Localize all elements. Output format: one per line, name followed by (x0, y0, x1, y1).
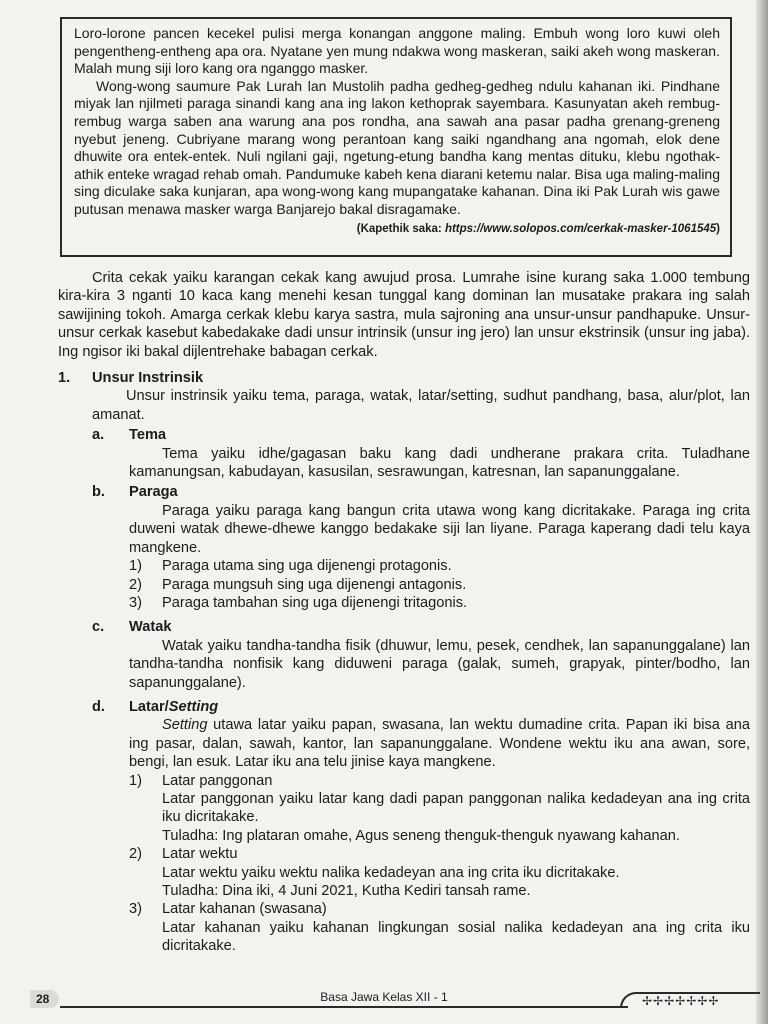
latar-panggonan-example: Tuladha: Ing plataran omahe, Agus seneng thenguk-thenguk nyawang kahanan. (162, 827, 680, 844)
excerpt-paragraph-2: Wong-wong saumure Pak Lurah lan Mustolih padha gedheg-gedheg ndulu kahanan iki. Pindhane miyak lan njilmeti paraga sinandi kang ana ing lakon kethoprak sayembara. Kasunyatan akeh rembug-rembug warga saben ana warung ana pos rondha, ana sawah ana pasar padha grenang-greneng nyebut jeneng. Cubriyane marang wong perantoan kang saiki ngandhang ana ngomah, elok dene dhuwite ora entek-entek. Nuli ngilani gaji, ngetung-etung bandha kang mentas dituku, klebu ngothak-athik enteke wragad rehab omah. Pandumuke kabeh kena diarani ketemu nalar. Bisa uga maling-maling sing diculake saka kunjaran, apa wong-wong kang mupangatake kahanan. Dina iki Pak Lurah wis gawe putusan menawa masker warga Banjarejo bakal disragamake. (74, 77, 720, 217)
subheading-latar: d. Latar/ Setting (92, 698, 219, 715)
list-item: 3) Latar kahanan (swasana) (129, 901, 327, 918)
list-item: 1) Latar panggonan (129, 772, 273, 789)
list-item: 3) Paraga tambahan sing uga dijenengi tritagonis. (129, 594, 468, 611)
book-title: Basa Jawa Kelas XII - 1 (320, 990, 448, 1004)
latar-wektu-example: Tuladha: Dina iki, 4 Juni 2021, Kutha Kediri tansah rame. (162, 883, 531, 899)
list-item: 2) Latar wektu (129, 846, 238, 863)
latar-wektu-text: Latar wektu yaiku wektu nalika kedadeyan ana ing crita iku dicritakake. (162, 864, 620, 881)
section-1-body (92, 387, 750, 955)
footer-rule (60, 1006, 628, 1008)
excerpt-source: (Kapethik saka: https://www.solopos.com/cerkak-masker-1061545) (356, 222, 720, 235)
section-1-text: Unsur instrinsik yaiku tema, paraga, watak, latar/setting, sudhut pandhang, basa, alur/plot, lan amanat. (92, 388, 750, 423)
subheading-watak: c. Watak (92, 619, 172, 636)
tema-text: Tema yaiku idhe/gagasan baku kang dadi undherane prakara crita. Tuladhane kamanungsan, kabudayan, kasusilan, sesrawungan, katresnan, lan sapanunggalane. (129, 445, 750, 481)
section-heading-1: 1. Unsur Instrinsik (58, 370, 204, 387)
watak-text: Watak yaiku tandha-tandha fisik (dhuwur, lemu, pesek, cendhek, lan sapanunggalane) lan tandha-tandha nonfisik kang diduweni paraga (galak, sumeh, grapyak, pinter/bodho, lan sapanunggalane). (129, 637, 750, 691)
paraga-text: Paraga yaiku paraga kang bangun crita utawa wong kang dicritakake. Paraga ing crita duweni watak dhewe-dhewe kanggo bedakake siji lan liyane. Paraga kaperang dadi telu kaya mangkene. (129, 502, 750, 556)
page-number: 28 (30, 990, 59, 1008)
list-item: 2) Paraga mungsuh sing uga dijenengi antagonis. (129, 576, 467, 593)
excerpt-paragraph-1: Loro-lorone pancen kecekel pulisi merga konangan anggone maling. Embuh wong loro kuwi oleh pengentheng-entheng apa ora. Nyatane yen mung ndakwa wong maskeran, saiki akeh wong maskeran. Malah mung siji loro kang ora nganggo masker. (74, 25, 720, 77)
intro-paragraph: Crita cekak yaiku karangan cekak kang awujud prosa. Lumrahe isine kurang saka 1.000 tembung kira-kira 3 nganti 10 kaca kang menehi kesan tunggal kang dominan lan musatake prakara ing salah sawijining tokoh. Amarga cerkak klebu karya sastra, mula sajroning ana unsur-unsur pandhapuke. Unsur-unsur cerkak kasebut kabedakake dadi unsur intrinsik (unsur ing jero) lan unsur ekstrinsik (unsur ing jaba). Ing ngisor iki bakal dijlentrehake babagan cerkak. (58, 270, 750, 360)
subheading-tema: a. Tema (92, 427, 167, 444)
latar-text: Setting utawa latar yaiku papan, swasana, lan wektu dumadine crita. Papan iki bisa ana ing pasar, dalan, sawah, kantor, lan sapanunggalane. Wondene wektu iku ana awan, sore, bengi, lan esuk. Latar iku ana telu jinise kaya mangkene. (129, 717, 750, 771)
latar-kahanan-text: Latar kahanan yaiku kahanan lingkungan sosial nalika kedadeyan ana ing crita iku dicritakake. (162, 919, 750, 955)
source-link[interactable]: https://www.solopos.com/cerkak-masker-1061545 (444, 222, 717, 235)
subheading-paraga: b. Paraga (92, 484, 178, 501)
page-edge (756, 0, 768, 1024)
list-item: 1) Paraga utama sing uga dijenengi protagonis. (129, 558, 452, 575)
latar-panggonan-text: Latar panggonan yaiku latar kang dadi papan panggonan nalika kedadeyan ana ing crita iku dicritakake. (162, 790, 750, 826)
excerpt-box (60, 17, 732, 257)
main-content (58, 269, 750, 956)
footer-ornament-icon: ✢✢✢✢✢✢✢ (642, 994, 720, 1008)
